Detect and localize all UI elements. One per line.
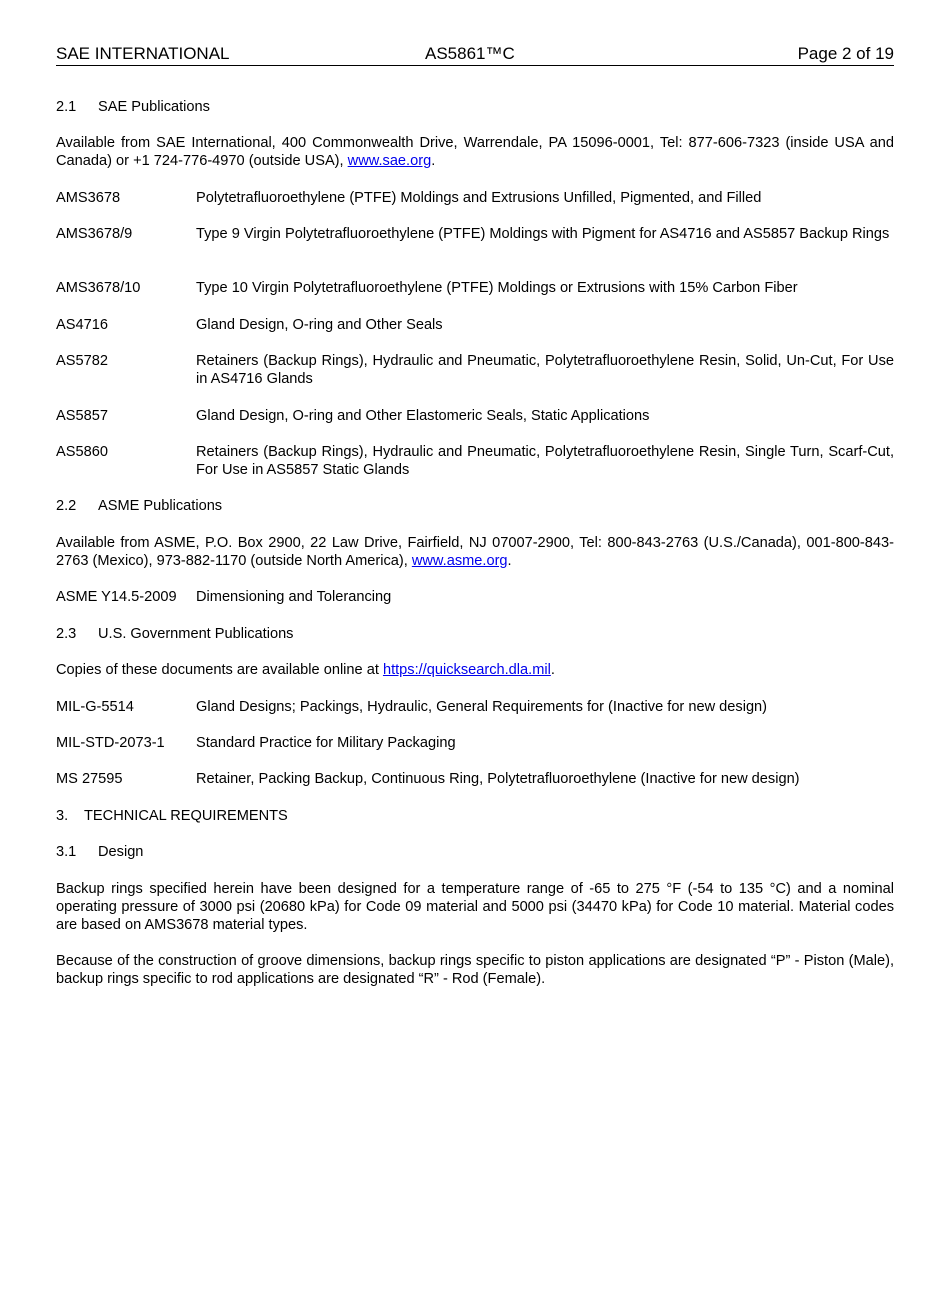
section-title: TECHNICAL REQUIREMENTS xyxy=(84,808,288,824)
reference-title: Gland Design, O-ring and Other Elastomeric Seals, Static Applications xyxy=(196,408,650,424)
reference-entry xyxy=(56,407,894,425)
paragraph-tail: . xyxy=(431,153,436,169)
reference-entry xyxy=(56,189,894,207)
design-paragraph-2: Because of the construction of groove dimensions, backup rings specific to piston applications are designated “P” - Piston (Male), backup rings specific to rod applications are designated “R” - Rod (Female). xyxy=(56,953,894,987)
section-heading-2-1 xyxy=(56,98,894,116)
reference-title: Standard Practice for Military Packaging xyxy=(196,735,456,751)
dla-availability-paragraph xyxy=(56,661,894,679)
section-heading-3-1 xyxy=(56,843,894,861)
page-header xyxy=(56,43,894,66)
section-number: 2.1 xyxy=(56,99,77,115)
reference-entry xyxy=(56,316,894,334)
section-title: ASME Publications xyxy=(98,498,223,514)
reference-code: AMS3678/10 xyxy=(56,280,141,296)
reference-code: MIL-STD-2073-1 xyxy=(56,735,165,751)
reference-code: AS5860 xyxy=(56,444,108,460)
reference-entry xyxy=(56,698,894,716)
reference-title: Retainers (Backup Rings), Hydraulic and Pneumatic, Polytetrafluoroethylene Resin, Solid, Un-Cut, For Use in AS4716 Glands xyxy=(196,353,894,387)
reference-title: Retainers (Backup Rings), Hydraulic and Pneumatic, Polytetrafluoroethylene Resin, Single Turn, Scarf-Cut, For Use in AS5857 Static Glands xyxy=(196,444,894,478)
reference-code: MS 27595 xyxy=(56,771,123,787)
paragraph-text: Available from SAE International, 400 Commonwealth Drive, Warrendale, PA 15096-0001, Tel: 877-606-7323 (inside USA and Canada) or +1 724-776-4970 (outside USA), xyxy=(56,135,894,169)
header-document-id: AS5861™C xyxy=(425,44,515,63)
reference-code: AS5782 xyxy=(56,353,108,369)
section-number: 2.3 xyxy=(56,626,77,642)
paragraph-text: Copies of these documents are available online at xyxy=(56,662,383,678)
header-page-number: Page 2 of 19 xyxy=(797,44,894,63)
reference-title: Type 9 Virgin Polytetrafluoroethylene (PTFE) Moldings with Pigment for AS4716 and AS5857 Backup Rings xyxy=(196,226,890,242)
paragraph-tail: . xyxy=(550,662,555,678)
section-heading-3 xyxy=(56,807,894,825)
reference-title: Gland Designs; Packings, Hydraulic, General Requirements for (Inactive for new design) xyxy=(196,699,768,715)
reference-title: Retainer, Packing Backup, Continuous Ring, Polytetrafluoroethylene (Inactive for new design) xyxy=(196,771,800,787)
reference-code: AMS3678/9 xyxy=(56,226,133,242)
reference-title: Polytetrafluoroethylene (PTFE) Moldings and Extrusions Unfilled, Pigmented, and Filled xyxy=(196,190,762,206)
paragraph-tail: . xyxy=(507,553,512,569)
sae-website-link[interactable]: www.sae.org xyxy=(347,153,432,169)
reference-title: Type 10 Virgin Polytetrafluoroethylene (PTFE) Moldings or Extrusions with 15% Carbon Fiber xyxy=(196,280,798,296)
reference-title: Dimensioning and Tolerancing xyxy=(196,589,392,605)
reference-entry xyxy=(56,734,894,752)
reference-code: AS4716 xyxy=(56,317,108,333)
asme-availability-paragraph xyxy=(56,534,894,570)
section-heading-2-2 xyxy=(56,497,894,515)
reference-code: MIL-G-5514 xyxy=(56,699,134,715)
section-title: Design xyxy=(98,844,144,860)
reference-entry xyxy=(56,770,894,788)
section-number: 2.2 xyxy=(56,498,77,514)
asme-website-link[interactable]: www.asme.org xyxy=(411,553,508,569)
reference-code: ASME Y14.5-2009 xyxy=(56,589,177,605)
reference-code: AS5857 xyxy=(56,408,108,424)
reference-entry xyxy=(56,352,894,388)
reference-entry xyxy=(56,588,894,606)
sae-availability-paragraph xyxy=(56,134,894,170)
reference-title: Gland Design, O-ring and Other Seals xyxy=(196,317,443,333)
section-number: 3. xyxy=(56,808,69,824)
reference-entry xyxy=(56,279,894,297)
section-heading-2-3 xyxy=(56,625,894,643)
reference-entry xyxy=(56,443,894,479)
quicksearch-link[interactable]: https://quicksearch.dla.mil xyxy=(382,662,551,678)
section-title: SAE Publications xyxy=(98,99,210,115)
reference-code: AMS3678 xyxy=(56,190,121,206)
section-number: 3.1 xyxy=(56,844,77,860)
section-title: U.S. Government Publications xyxy=(98,626,294,642)
header-organization: SAE INTERNATIONAL xyxy=(56,44,230,63)
paragraph-text: Available from ASME, P.O. Box 2900, 22 Law Drive, Fairfield, NJ 07007-2900, Tel: 800-843-2763 (U.S./Canada), 001-800-843-2763 (Mexico), 973-882-1170 (outside North America), xyxy=(56,535,894,569)
reference-entry xyxy=(56,225,894,243)
design-paragraph-1: Backup rings specified herein have been designed for a temperature range of -65 to 275 °F (-54 to 135 °C) and a nominal operating pressure of 3000 psi (20680 kPa) for Code 09 material and 5000 psi (34470 kPa) for Code 10 material. Material codes are based on AMS3678 material types. xyxy=(56,881,894,933)
